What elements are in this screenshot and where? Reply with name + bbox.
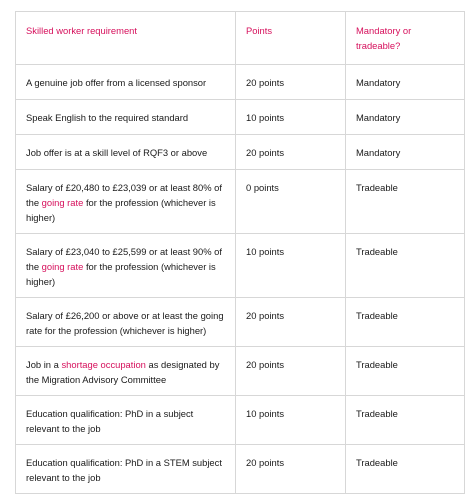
requirement-link[interactable]: going rate: [41, 261, 84, 272]
table-row: [16, 445, 465, 494]
requirement-text: Education qualification: PhD in a STEM subject relevant to the job: [26, 457, 222, 483]
requirement-text: Speak English to the required standard: [26, 112, 189, 123]
requirement-cell: [16, 234, 236, 298]
table-row: [16, 65, 465, 100]
requirement-text: as designated by the Migration Advisory Committee: [26, 359, 220, 385]
mandatory-tradeable-cell: Tradeable: [346, 234, 465, 298]
requirement-cell: [16, 298, 236, 347]
points-cell: 10 points: [236, 396, 346, 445]
header-requirement: Skilled worker requirement: [16, 12, 236, 65]
requirement-link[interactable]: shortage occupation: [61, 359, 146, 370]
requirement-text: Education qualification: PhD in a subject relevant to the job: [26, 408, 194, 434]
requirement-text: Salary of £20,480 to £23,039 or at least 80% of the: [26, 182, 222, 208]
requirement-text: Job offer is at a skill level of RQF3 or above: [26, 147, 208, 158]
requirement-cell: [16, 65, 236, 100]
header-points: Points: [236, 12, 346, 65]
requirement-cell: [16, 170, 236, 234]
header-mandatory-or-tradeable: Mandatory or tradeable?: [346, 12, 465, 65]
mandatory-tradeable-cell: Mandatory: [346, 65, 465, 100]
requirement-cell: [16, 445, 236, 494]
requirement-text: Salary of £23,040 to £25,599 or at least 90% of the: [26, 246, 222, 272]
requirement-text: Salary of £26,200 or above or at least the going rate for the profession (whichever is higher): [26, 310, 224, 336]
points-cell: 20 points: [236, 445, 346, 494]
mandatory-tradeable-cell: Tradeable: [346, 445, 465, 494]
points-cell: 20 points: [236, 347, 346, 396]
table-row: [16, 170, 465, 234]
requirement-cell: [16, 396, 236, 445]
requirement-text: Job in a: [26, 359, 62, 370]
mandatory-tradeable-cell: Tradeable: [346, 396, 465, 445]
table-row: [16, 396, 465, 445]
points-table: [15, 11, 465, 494]
points-cell: 10 points: [236, 234, 346, 298]
table-row: [16, 234, 465, 298]
requirement-text: A genuine job offer from a licensed sponsor: [26, 77, 207, 88]
mandatory-tradeable-cell: Tradeable: [346, 347, 465, 396]
table-row: [16, 135, 465, 170]
table-row: [16, 347, 465, 396]
table-header-row: [16, 12, 465, 65]
mandatory-tradeable-cell: Tradeable: [346, 298, 465, 347]
requirement-text: for the profession (whichever is higher): [26, 197, 216, 223]
mandatory-tradeable-cell: Mandatory: [346, 135, 465, 170]
points-cell: 10 points: [236, 100, 346, 135]
points-cell: 20 points: [236, 135, 346, 170]
mandatory-tradeable-cell: Mandatory: [346, 100, 465, 135]
points-cell: 20 points: [236, 298, 346, 347]
table-body: [16, 65, 465, 494]
requirement-cell: [16, 100, 236, 135]
table-row: [16, 298, 465, 347]
requirement-text: for the profession (whichever is higher): [26, 261, 216, 287]
mandatory-tradeable-cell: Tradeable: [346, 170, 465, 234]
points-cell: 20 points: [236, 65, 346, 100]
requirement-link[interactable]: going rate: [41, 197, 84, 208]
table-row: [16, 100, 465, 135]
requirement-cell: [16, 135, 236, 170]
requirement-cell: [16, 347, 236, 396]
points-cell: 0 points: [236, 170, 346, 234]
